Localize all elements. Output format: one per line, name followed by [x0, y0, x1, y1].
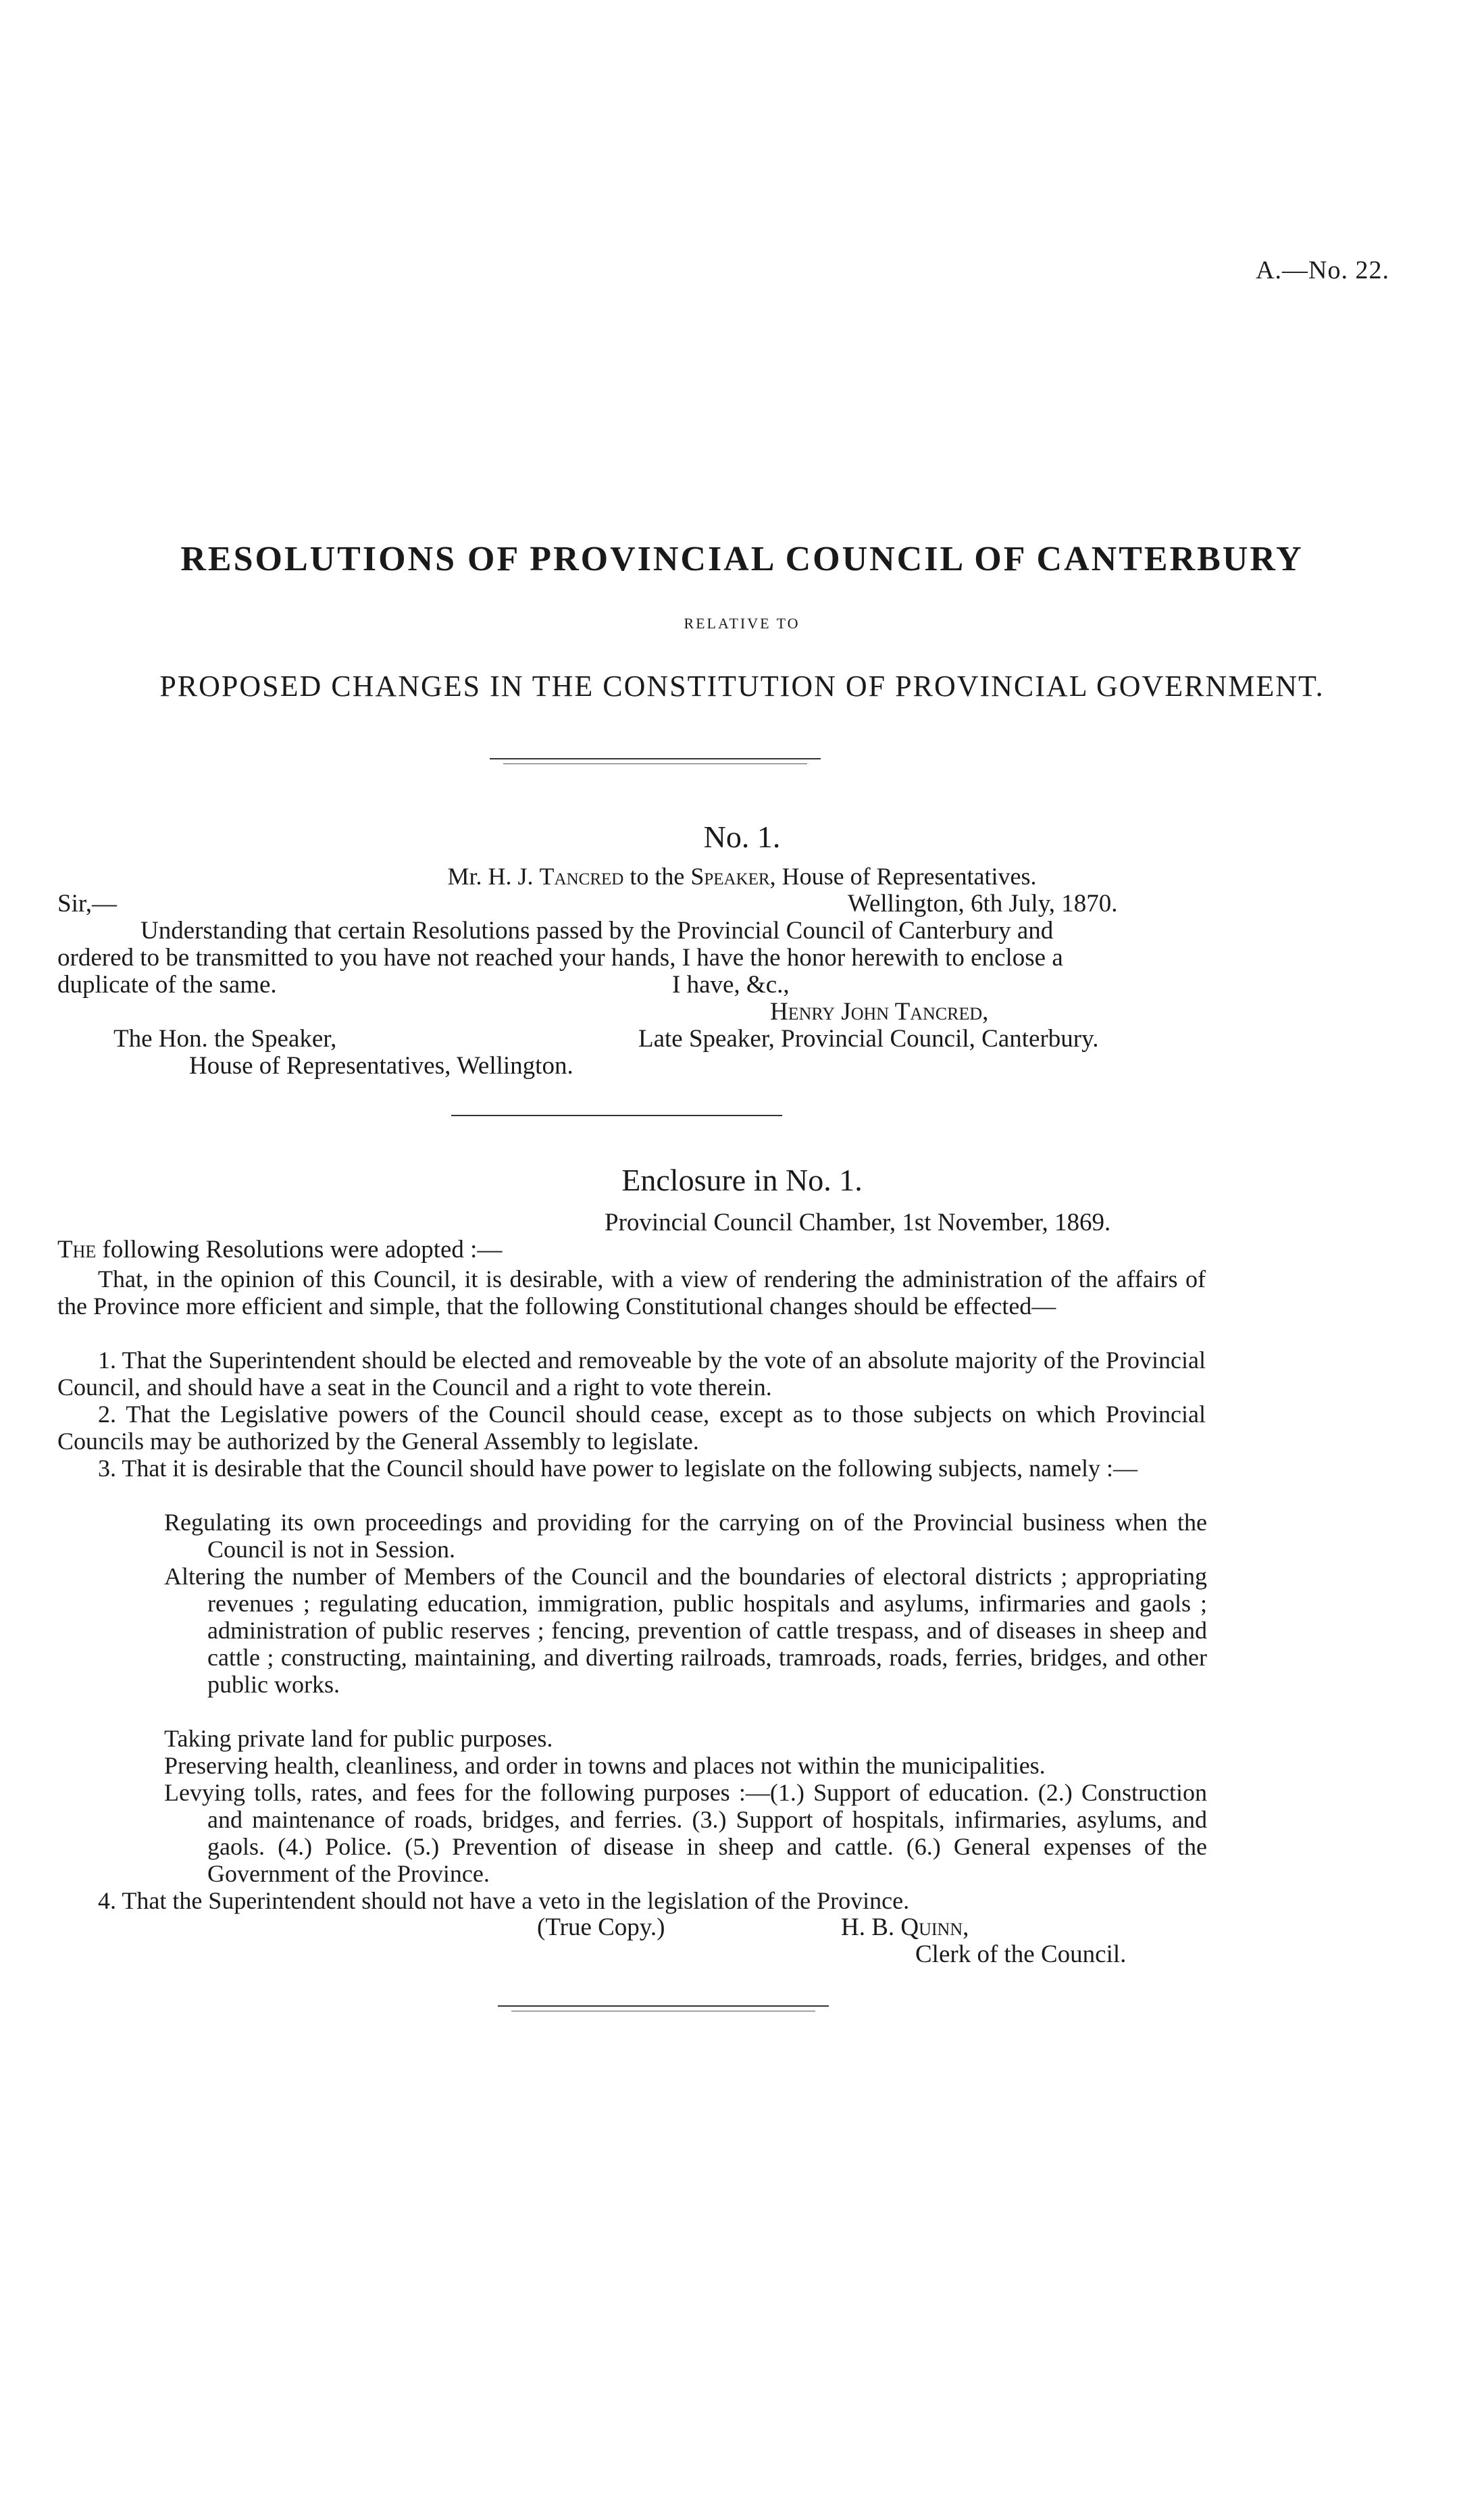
letter-signature: Henry John Tancred,	[770, 998, 989, 1026]
letter-body-line: ordered to be transmitted to you have not reached your hands, I have the honor herewith to enclose a	[57, 944, 1063, 972]
enclosure-paragraph: That, in the opinion of this Council, it is desirable, with a view of rendering the administration of the affairs of the Province more efficient and simple, that the following Constitutional changes should be effected—	[57, 1265, 1206, 1320]
resolution-subject: Altering the number of Members of the Council and the boundaries of electoral districts ; appropriating revenues ; regulating education, immigration, public hospitals and asylums, infirmaries and gaols ; administration of public reserves ; fencing, prevention of cattle trespass, and of diseases in sheep and cattle ; constructing, maintaining, and diverting railroads, tramroads, roads, ferries, bridges, and other public works.	[164, 1563, 1207, 1698]
enclosure-heading: Enclosure in No. 1.	[621, 1163, 863, 1197]
letter-heading: No. 1.	[703, 820, 781, 854]
letter-signature-title: Late Speaker, Provincial Council, Canterbury.	[638, 1025, 1099, 1053]
true-copy-note: (True Copy.)	[537, 1913, 665, 1941]
end-divider	[498, 2005, 829, 2007]
section-divider-thin	[503, 763, 807, 764]
letter-closing: I have, &c.,	[672, 971, 790, 999]
letter-addressee: The Hon. the Speaker,	[113, 1025, 337, 1053]
section-divider	[451, 1115, 782, 1116]
resolution-2: 2. That the Legislative powers of the Council should cease, except as to those subjects on which Provincial Councils may be authorized by the General Assembly to legislate.	[57, 1401, 1206, 1455]
letter-body-line: Understanding that certain Resolutions passed by the Provincial Council of Canterbury and	[140, 917, 1054, 945]
resolution-subject: Regulating its own proceedings and providing for the carrying on of the Provincial business when the Council is not in Session.	[164, 1509, 1207, 1563]
resolution-3: 3. That it is desirable that the Council should have power to legislate on the following subjects, namely :—	[98, 1455, 1138, 1482]
letter-salutation: Sir,—	[57, 890, 117, 918]
document-subtitle: PROPOSED CHANGES IN THE CONSTITUTION OF PROVINCIAL GOVERNMENT.	[159, 670, 1325, 703]
enclosure-intro: The following Resolutions were adopted :—	[57, 1236, 503, 1263]
letter-addressee: House of Representatives, Wellington.	[189, 1052, 573, 1080]
resolution-1: 1. That the Superintendent should be elected and removeable by the vote of an absolute majority of the Provincial Council, and should have a seat in the Council and a right to vote therein.	[57, 1347, 1206, 1401]
section-divider	[490, 758, 821, 759]
resolution-4: 4. That the Superintendent should not have a veto in the legislation of the Province.	[98, 1887, 910, 1914]
document-title-connector: RELATIVE TO	[684, 615, 800, 632]
page-reference: A.—No. 22.	[1256, 256, 1389, 284]
resolution-subject: Levying tolls, rates, and fees for the following purposes :—(1.) Support of education. (2.) Construction and maintenance of roads, bridges, and ferries. (3.) Support of hospitals, infirmaries, asylums, and gaols. (4.) Police. (5.) Prevention of disease in sheep and cattle. (6.) General expenses of the Government of the Province.	[164, 1779, 1207, 1887]
document-title: RESOLUTIONS OF PROVINCIAL COUNCIL OF CANTERBURY	[180, 540, 1304, 578]
resolution-subject: Preserving health, cleanliness, and order in towns and places not within the municipalities.	[164, 1752, 1046, 1779]
letter-subheading: Mr. H. J. Tancred to the Speaker, House of Representatives.	[447, 863, 1037, 890]
letter-body-line: duplicate of the same.	[57, 971, 277, 999]
enclosure-place-date: Provincial Council Chamber, 1st November, 1869.	[605, 1209, 1111, 1236]
clerk-title: Clerk of the Council.	[915, 1940, 1127, 1968]
clerk-name: H. B. Quinn,	[841, 1913, 969, 1941]
resolution-subject: Taking private land for public purposes.	[164, 1725, 553, 1752]
letter-place-date: Wellington, 6th July, 1870.	[848, 890, 1118, 918]
